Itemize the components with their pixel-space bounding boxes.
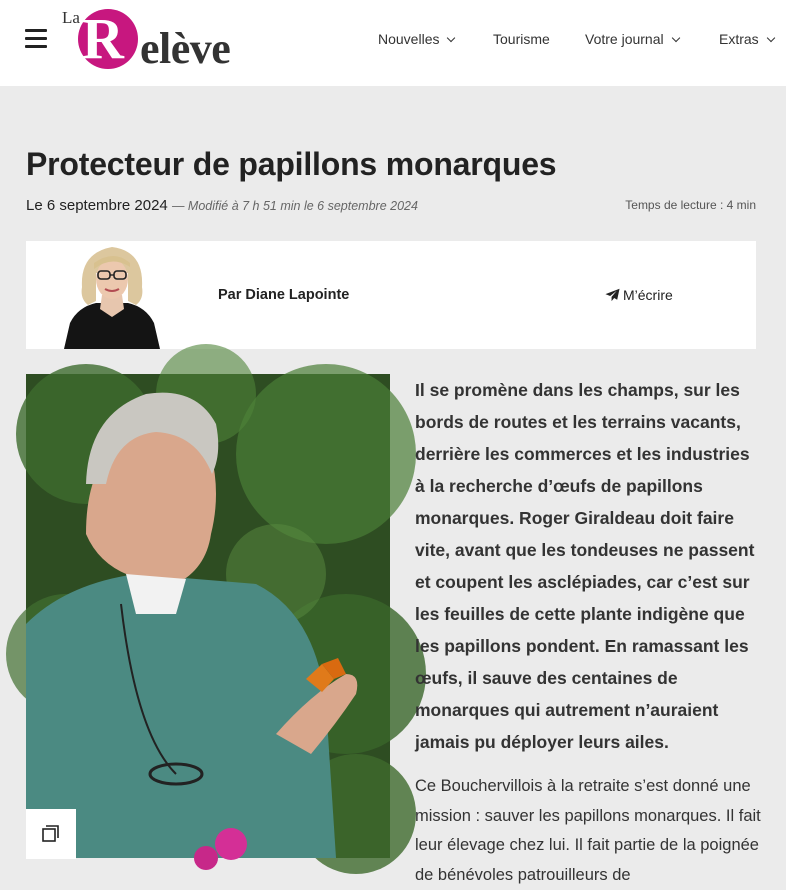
logo-name: elève [140,24,231,73]
gallery-icon [26,809,76,859]
site-logo[interactable] [62,6,267,78]
nav-item-nouvelles[interactable] [378,31,454,51]
chevron-down-icon [447,34,455,42]
chevron-down-icon [766,34,774,42]
write-author-button[interactable] [605,287,673,303]
nav-label-votre-journal: Votre journal [585,31,664,47]
author-avatar [62,243,162,349]
page-title: Protecteur de papillons monarques [26,146,557,182]
publish-date: Le 6 septembre 2024 [26,197,168,214]
modified-date: — Modifié à 7 h 51 min le 6 septembre 2024 [171,199,418,213]
write-author-label: M’écrire [623,287,673,303]
logo-la: La [62,8,80,27]
article-lead: Il se promène dans les champs, sur les bords de routes et les terrains vacants, derrière les commerces et les industries à la recherche d’œufs de papillons monarques. Roger Giraldeau doit faire vite, avant que les tondeuses ne passent et coupent les asclépiades, car c’est sur les feuilles de cette plante indigène que les papillons pondent. En ramassant les œufs, il sauve des centaines de monarques qui autrement n’auraient jamais pu déployer leurs ailes. [415,380,755,752]
logo-r: R [82,6,124,71]
nav-item-tourisme[interactable] [493,31,550,51]
author-box [26,241,756,349]
reading-time: Temps de lecture : 4 min [625,198,756,212]
nav-item-votre-journal[interactable] [585,31,679,51]
author-name[interactable]: Par Diane Lapointe [218,287,350,303]
article-body: Ce Bouchervillois à la retraite s’est donné une mission : sauver les papillons monarques. Il fait leur élevage chez lui. Il fait partie de la poignée de bénévoles patrouilleurs de [415,777,761,884]
article-photo[interactable] [26,374,390,858]
nav-label-extras: Extras [719,31,759,47]
paper-plane-icon [605,288,620,302]
hamburger-icon[interactable] [25,29,47,49]
article-date-line [26,197,418,214]
site-header [0,0,786,86]
nav-label-nouvelles: Nouvelles [378,31,440,47]
nav-item-extras[interactable] [719,31,774,51]
nav-label-tourisme: Tourisme [493,31,550,47]
gallery-button[interactable] [26,809,76,859]
chevron-down-icon [671,34,679,42]
